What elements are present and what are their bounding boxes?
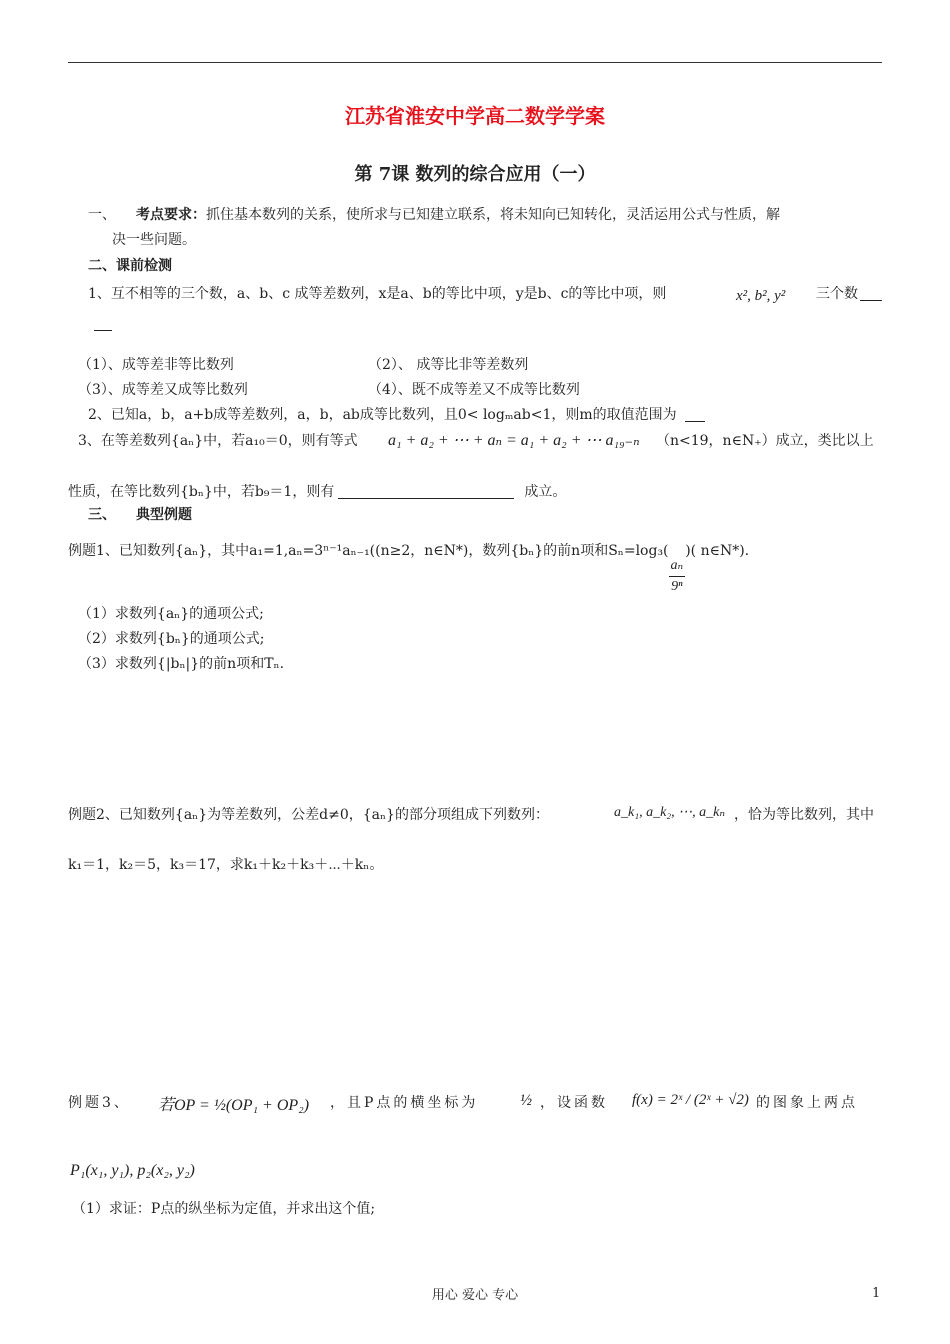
example-1-statement bbox=[68, 540, 749, 597]
question-3-part-d: 成立。 bbox=[524, 484, 567, 500]
example-3-part-d: 的图象上两点 bbox=[756, 1095, 858, 1111]
example-1-fraction-numerator: aₙ bbox=[669, 556, 686, 577]
example-3-function: f(x) = 2ˣ / (2ˣ + √2) bbox=[632, 1092, 749, 1108]
question-1-math: x², b², y² bbox=[736, 288, 786, 304]
section-2-heading: 二、课前检测 bbox=[88, 258, 172, 274]
example-2-part-c: k₁＝1，k₂＝5，k₃＝17，求k₁＋k₂＋k₃＋⋯＋kₙ。 bbox=[68, 857, 384, 873]
section-1-text-1: 抓住基本数列的关系，使所求与已知建立联系，将未知向已知转化，灵活运用公式与性质，解 bbox=[206, 207, 780, 223]
question-3-math: a₁ + a₂ + ⋯ + aₙ = a₁ + a₂ + ⋯ a₁₉₋ₙ bbox=[388, 432, 640, 449]
document-title: 江苏省淮安中学高二数学学案 bbox=[345, 104, 605, 128]
example-3-points: P₁(x₁, y₁), p₂(x₂, y₂) bbox=[70, 1162, 195, 1179]
page-footer: 用心 爱心 专心 bbox=[431, 1288, 519, 1303]
question-3-answer-blank bbox=[338, 484, 514, 499]
question-2-answer-blank bbox=[685, 407, 705, 422]
lesson-title: 第 7课 数列的综合应用（一） bbox=[354, 164, 596, 185]
example-1-part-3: （3）求数列{|bₙ|}的前n项和Tₙ. bbox=[78, 656, 285, 672]
question-3-part-a: 3、在等差数列{aₙ}中，若a₁₀＝0，则有等式 bbox=[78, 433, 358, 449]
section-1-label: 考点要求： bbox=[136, 207, 206, 223]
section-3-number: 三、 bbox=[88, 507, 116, 523]
example-3-part-c: ，设函数 bbox=[540, 1095, 608, 1111]
example-3-part-a: 例题3、 bbox=[68, 1095, 131, 1111]
question-1: 1、互不相等的三个数，a、b、c 成等差数列，x是a、b的等比中项，y是b、c的等比中项，则 bbox=[88, 286, 667, 302]
question-1-answer-blank bbox=[860, 286, 882, 301]
example-2-sequence: a_k₁, a_k₂, ⋯, a_kₙ bbox=[614, 805, 726, 820]
example-1-fraction-denominator: 9ⁿ bbox=[671, 579, 683, 594]
example-2-part-b: ，恰为等比数列，其中 bbox=[734, 807, 874, 823]
question-1-tail-text: 三个数 bbox=[816, 286, 858, 302]
question-3-part-b: （n<19，n∈N₊）成立，类比以上 bbox=[656, 433, 874, 449]
example-1-part-1: （1）求数列{aₙ}的通项公式; bbox=[78, 606, 264, 622]
example-1-part-2: （2）求数列{bₙ}的通项公式; bbox=[78, 631, 265, 647]
question-2-text: 2、已知a，b，a+b成等差数列，a，b，ab成等比数列，且0< logₘab<1，则m的取值范围为 bbox=[88, 407, 677, 423]
option-1: （1）、成等差非等比数列 bbox=[78, 357, 234, 373]
answer-blank-continuation bbox=[94, 330, 112, 331]
example-3-vector-equation: 若OP = ½(OP₁ + OP₂) bbox=[158, 1097, 310, 1114]
example-1-part-a: 例题1、已知数列{aₙ}，其中a₁=1,aₙ=3ⁿ⁻¹aₙ₋₁((n≥2，n∈N*)，数列{bₙ}的前n项和Sₙ=log₃( bbox=[68, 543, 669, 559]
page-number: 1 bbox=[872, 1286, 881, 1301]
section-1-line-1 bbox=[136, 204, 780, 224]
example-3-part-b: ，且P点的横坐标为 bbox=[330, 1095, 479, 1111]
example-1-fraction bbox=[669, 556, 686, 597]
question-3-line-2 bbox=[68, 481, 566, 501]
section-1-text-2: 决一些问题。 bbox=[112, 232, 196, 248]
option-3: （3）、成等差又成等比数列 bbox=[78, 382, 248, 398]
example-3-part-1: （1）求证：P点的纵坐标为定值，并求出这个值; bbox=[72, 1201, 376, 1217]
example-2-part-a: 例题2、已知数列{aₙ}为等差数列，公差d≠0，{aₙ}的部分项组成下列数列： bbox=[68, 807, 549, 823]
question-3-part-c: 性质，在等比数列{bₙ}中，若b₉＝1，则有 bbox=[68, 484, 335, 500]
option-4: （4）、既不成等差又不成等比数列 bbox=[368, 382, 580, 398]
section-3-heading: 典型例题 bbox=[136, 507, 192, 523]
section-1-number: 一、 bbox=[88, 207, 116, 223]
example-3-half: ½ bbox=[520, 1092, 532, 1109]
example-1-part-b: )( n∈N*). bbox=[685, 543, 750, 559]
header-rule bbox=[68, 62, 882, 63]
question-2 bbox=[88, 404, 705, 424]
question-1-tail bbox=[816, 283, 882, 303]
option-2: （2）、 成等比非等差数列 bbox=[368, 357, 529, 373]
